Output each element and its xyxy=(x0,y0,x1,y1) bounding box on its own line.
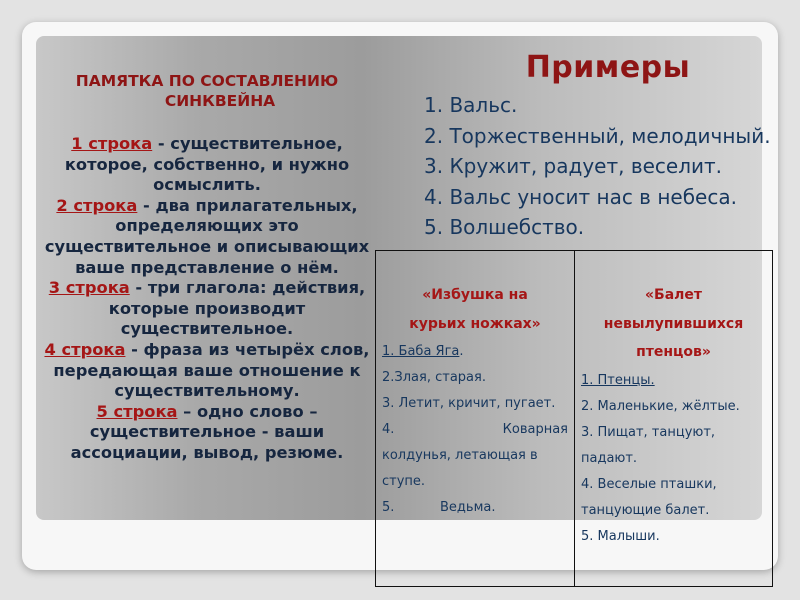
memo-entry-label: 2 строка xyxy=(56,195,138,215)
memo-entry-4 xyxy=(44,340,370,402)
column-item-4-first-line xyxy=(382,417,568,443)
memo-entry-label: 1 строка xyxy=(71,134,153,153)
column-item-4-rest: колдунья, летающая в ступе. xyxy=(382,448,538,489)
table-column-izbushka xyxy=(376,251,574,586)
memo-title-line2: СИНКВЕЙНА xyxy=(164,91,276,110)
memo-title-line1: ПАМЯТКА ПО СОСТАВЛЕНИЮ xyxy=(75,72,339,90)
column-item-5 xyxy=(382,495,568,521)
column-title xyxy=(581,281,766,367)
column-item-5-number: 5. xyxy=(382,500,395,515)
memo-entry-text: - существительное, которое, собственно, и нужно осмыслить. xyxy=(64,134,350,195)
memo-entry-1 xyxy=(44,134,370,196)
column-item-3: 3. Летит, кричит, пугает. xyxy=(382,396,556,411)
memo-entry-5 xyxy=(44,402,370,464)
column-title-line1: «Избушка на xyxy=(422,287,528,303)
column-title-line3: птенцов» xyxy=(636,344,711,360)
memo-title xyxy=(44,72,370,111)
column-item-5: 5. Малыши. xyxy=(581,528,660,544)
table-column-balet xyxy=(574,251,772,586)
column-item-4-number: 4. xyxy=(382,422,395,437)
examples-list xyxy=(424,92,784,245)
examples-heading: Примеры xyxy=(525,50,691,85)
memo-entry-text: - три глагола: действия, которые производит существительное. xyxy=(108,278,366,339)
examples-item-2: 2. Торжественный, мелодичный. xyxy=(424,123,771,148)
memo-block xyxy=(44,72,370,464)
memo-entry-text: - фраза из четырёх слов, передающая ваше отношение к существительному. xyxy=(53,339,370,401)
memo-entry-3 xyxy=(44,278,370,340)
column-title-line2: невылупившихся xyxy=(603,315,744,332)
column-title xyxy=(382,281,568,338)
examples-table xyxy=(375,250,773,587)
column-title-line2: курьих ножках» xyxy=(409,315,541,332)
examples-item-5: 5. Волшебство. xyxy=(424,215,585,239)
column-item-1: 1. Птенцы. xyxy=(581,372,655,388)
column-item-4-word: Коварная xyxy=(502,422,568,437)
column-item-3: 3. Пищат, танцуют, падают. xyxy=(581,424,716,466)
column-item-2: 2.Злая, старая. xyxy=(382,370,486,385)
column-item-4: 4. Веселые пташки, танцующие балет. xyxy=(581,476,717,518)
column-item-1-underlined: 1. Баба Яга xyxy=(382,344,460,359)
memo-entry-2 xyxy=(44,196,370,278)
column-item-1 xyxy=(382,339,568,365)
examples-item-3: 3. Кружит, радует, веселит. xyxy=(424,154,723,178)
column-item-2: 2. Маленькие, жёлтые. xyxy=(581,398,740,414)
column-title-line1: «Балет xyxy=(644,287,703,303)
examples-item-4: 4. Вальс уносит нас в небеса. xyxy=(424,184,737,209)
memo-entry-label: 3 строка xyxy=(48,278,130,298)
memo-entry-label: 5 строка xyxy=(96,401,178,421)
memo-entry-text: – одно слово – существительное - ваши ассоциации, вывод, резюме. xyxy=(70,401,344,462)
memo-entry-text: - два прилагательных, определяющих это существительное и описывающих ваше представление о нём. xyxy=(44,195,370,277)
column-item-1-rest: . xyxy=(459,344,464,359)
memo-entry-label: 4 строка xyxy=(44,339,126,359)
examples-item-1: 1. Вальс. xyxy=(424,93,518,117)
column-item-5-word: Ведьма. xyxy=(440,500,496,515)
